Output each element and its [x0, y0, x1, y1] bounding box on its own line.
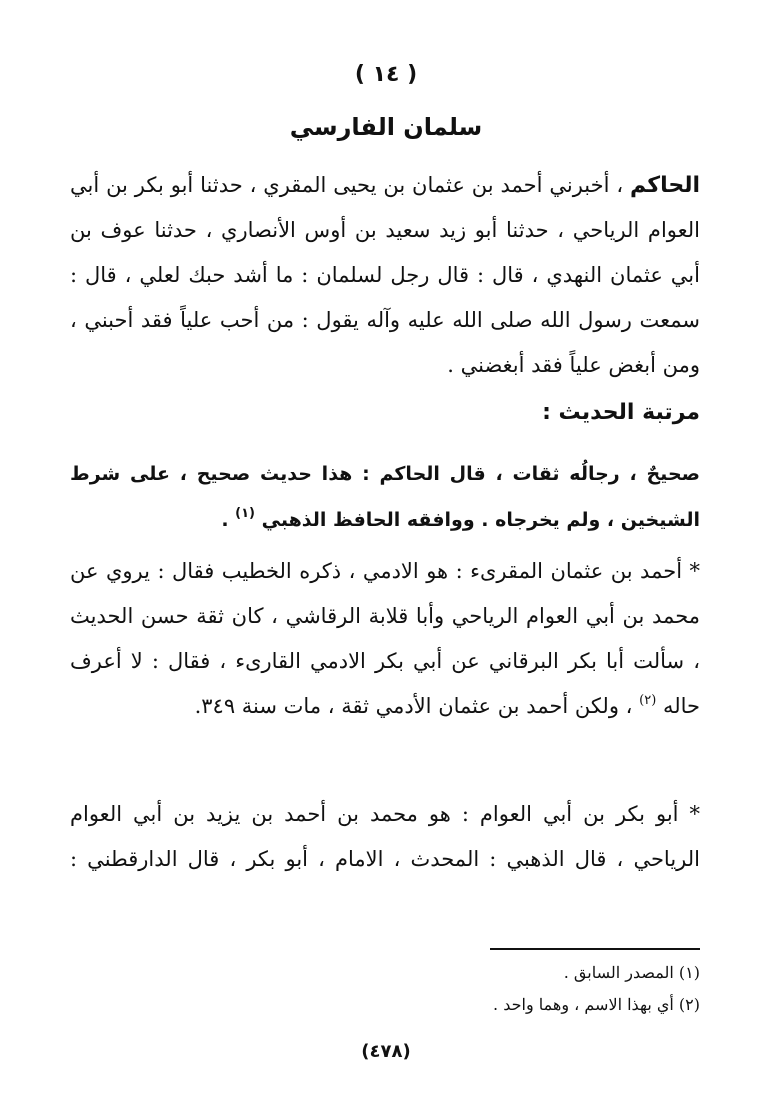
narration-paragraph	[70, 163, 700, 388]
grade-heading: مرتبة الحديث :	[542, 400, 700, 425]
footnote-ref-1: (١)	[235, 506, 255, 521]
page-number: (٤٧٨)	[361, 1041, 411, 1062]
footnote: (٢) أي بهذا الاسم ، وهما واحد .	[493, 995, 700, 1014]
grade-paragraph	[70, 451, 700, 543]
narrator-note-paragraph	[70, 792, 700, 882]
narrator-note-text: * أبو بكر بن أبي العوام : هو محمد بن أحمد بن يزيد بن أبي العوام الرياحي ، قال الذهبي : المحدث ، الامام ، أبو بكر ، قال الدارقطني :	[70, 802, 700, 871]
narrator-note-text: * أحمد بن عثمان المقرىء : هو الادمي ، ذكره الخطيب فقال : يروي عن محمد بن أبي العوام الرياحي وأبا قلابة الرقاشي ، كان ثقة حسن الحديث ، سألت أبا بكر البرقاني عن أبي بكر الادمي القارىء ، فقال : لا أعرف حاله	[70, 559, 700, 718]
footnote-divider	[490, 948, 700, 950]
section-title: سلمان الفارسي	[289, 113, 483, 141]
section-number: ( ١٤ )	[354, 62, 418, 87]
grade-tail: .	[221, 509, 229, 531]
footnote-ref-2: (٢)	[639, 693, 657, 708]
narration-text: ، أخبرني أحمد بن عثمان بن يحيى المقري ، حدثنا أبو بكر بن أبي العوام الرياحي ، حدثنا أبو زيد سعيد بن أوس الأنصاري ، حدثنا عوف بن أبي عثمان النهدي ، قال : قال رجل لسلمان : ما أشد حبك لعلي ، قال : سمعت رسول الله صلى الله عليه وآله يقول : من أحب علياً فقد أحبني ، ومن أبغض علياً فقد أبغضني .	[70, 173, 700, 377]
narrator-note-text: ، ولكن أحمد بن عثمان الأدمي ثقة ، مات سنة ٣٤٩.	[194, 694, 633, 718]
narration-speaker: الحاكم	[630, 173, 700, 198]
footnote: (١) المصدر السابق .	[563, 963, 700, 982]
grade-text: صحيحٌ ، رجالُه ثقات ، قال الحاكم : هذا حديث صحيح ، على شرط الشيخين ، ولم يخرجاه . ووافقه الحافظ الذهبي	[70, 463, 700, 531]
narrator-note-paragraph	[70, 549, 700, 729]
